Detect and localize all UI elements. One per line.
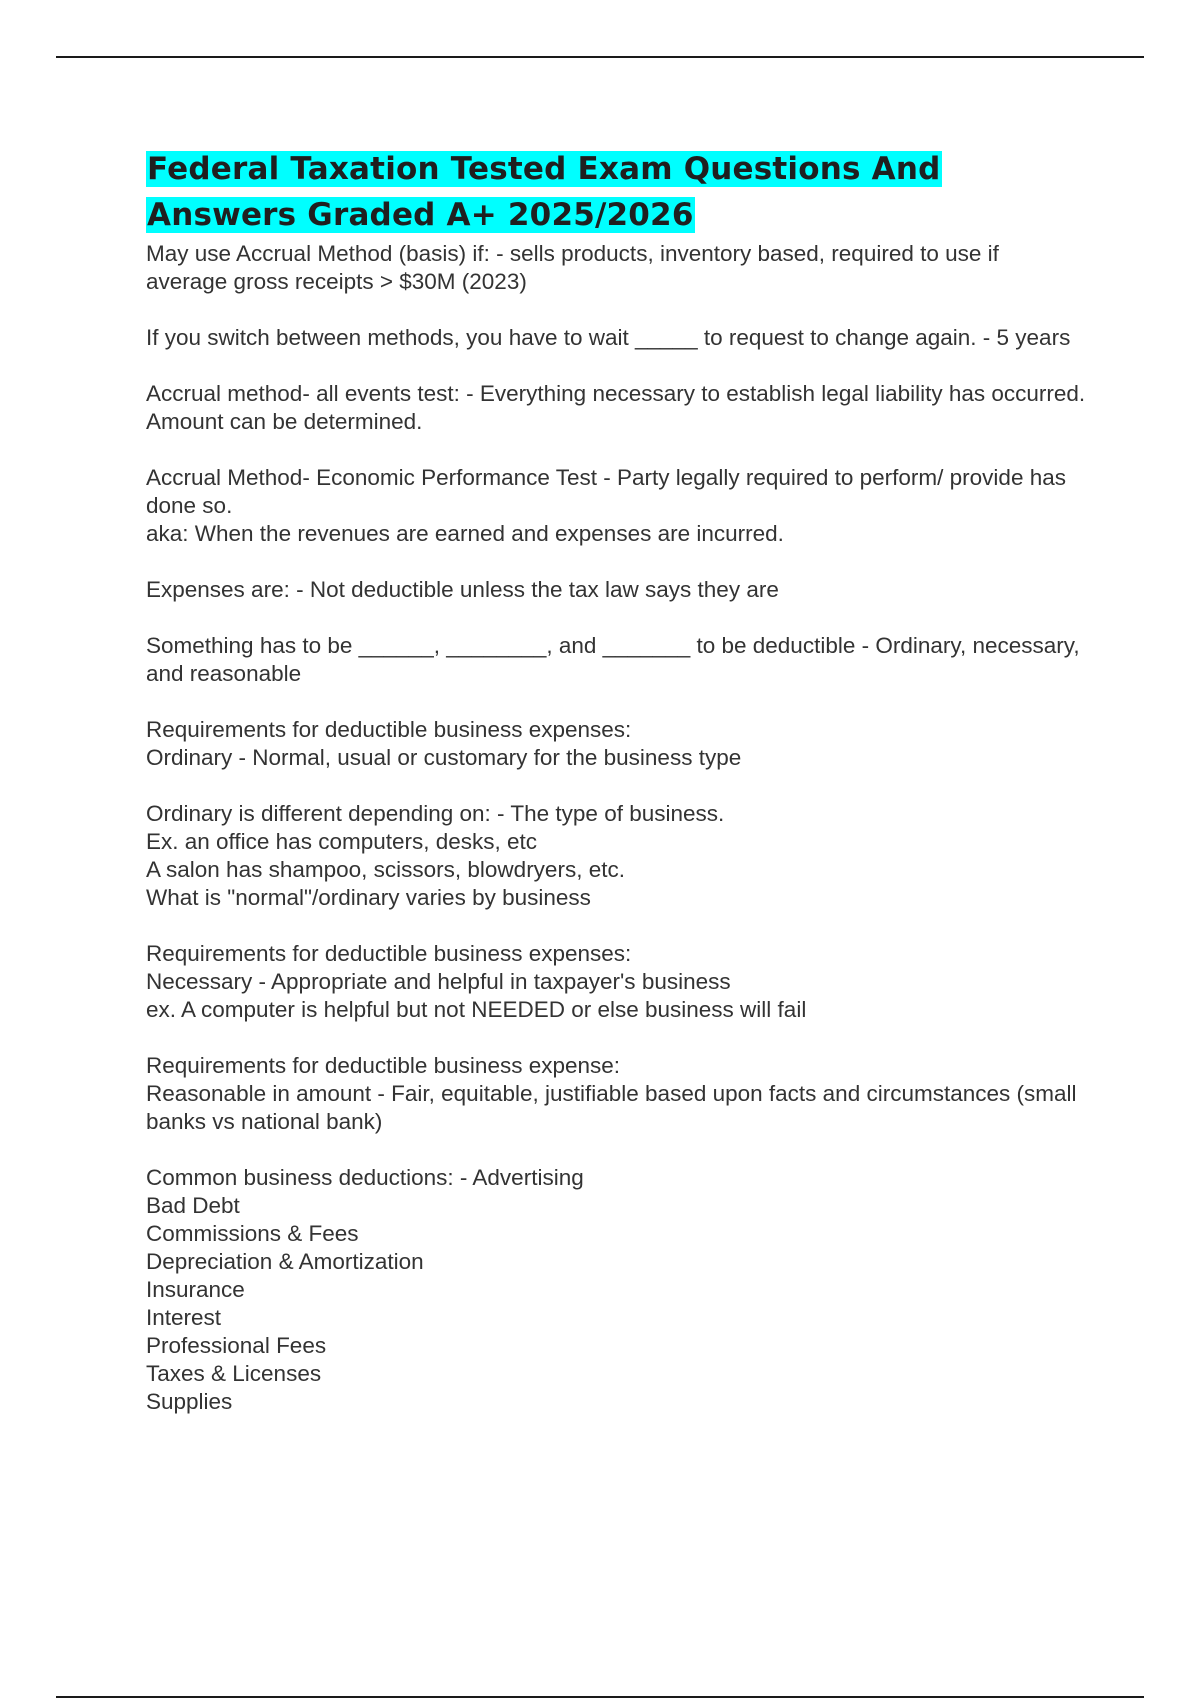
qa-line: Reasonable in amount - Fair, equitable, justifiable based upon facts and circumstances (small banks vs national bank) (146, 1081, 1077, 1134)
qa-line: Commissions & Fees (146, 1221, 359, 1246)
qa-entry (146, 632, 1086, 688)
qa-line: Accrual method- all events test: - Everything necessary to establish legal liability has occurred. Amount can be determined. (146, 381, 1086, 434)
qa-line: Requirements for deductible business expenses: (146, 941, 632, 966)
title-line-1: Federal Taxation Tested Exam Questions And (147, 151, 941, 187)
qa-line: Expenses are: - Not deductible unless the tax law says they are (146, 577, 779, 602)
qa-line: Accrual Method- Economic Performance Test - Party legally required to perform/ provide has done so. (146, 465, 1066, 518)
qa-line: Taxes & Licenses (146, 1361, 322, 1386)
qa-line: A salon has shampoo, scissors, blowdryers, etc. (146, 857, 625, 882)
qa-line: Supplies (146, 1389, 233, 1414)
qa-line: Ex. an office has computers, desks, etc (146, 829, 538, 854)
qa-line: Ordinary is different depending on: - The type of business. (146, 801, 725, 826)
qa-entry (146, 240, 1086, 296)
qa-line: Something has to be ______, ________, and _______ to be deductible - Ordinary, necessary, and reasonable (146, 633, 1080, 686)
top-rule (56, 56, 1144, 58)
qa-line: aka: When the revenues are earned and expenses are incurred. (146, 521, 784, 546)
qa-entry (146, 324, 1086, 352)
title-line-2: Answers Graded A+ 2025/2026 (147, 197, 694, 233)
qa-line: Common business deductions: - Advertising (146, 1165, 584, 1190)
qa-entry (146, 380, 1086, 436)
qa-entry (146, 716, 1086, 772)
qa-line: May use Accrual Method (basis) if: - sells products, inventory based, required to use if average gross receipts > $30M (2023) (146, 241, 999, 294)
qa-entry (146, 1164, 1086, 1416)
qa-line: What is "normal"/ordinary varies by business (146, 885, 591, 910)
qa-line: Requirements for deductible business expenses: (146, 717, 632, 742)
document-body (146, 146, 1086, 1444)
qa-line: Necessary - Appropriate and helpful in taxpayer's business (146, 969, 731, 994)
document-title (146, 146, 1086, 238)
qa-entry (146, 940, 1086, 1024)
qa-line: Bad Debt (146, 1193, 240, 1218)
qa-line: Requirements for deductible business expense: (146, 1053, 621, 1078)
qa-entry (146, 800, 1086, 912)
qa-line: Depreciation & Amortization (146, 1249, 424, 1274)
qa-entry (146, 1052, 1086, 1136)
qa-line: Professional Fees (146, 1333, 327, 1358)
qa-line: If you switch between methods, you have to wait _____ to request to change again. - 5 years (146, 325, 1071, 350)
bottom-rule (56, 1696, 1144, 1698)
qa-entry (146, 464, 1086, 548)
qa-line: Interest (146, 1305, 222, 1330)
qa-line: Ordinary - Normal, usual or customary for the business type (146, 745, 742, 770)
qa-list (146, 240, 1086, 1416)
qa-entry (146, 576, 1086, 604)
qa-line: Insurance (146, 1277, 245, 1302)
qa-line: ex. A computer is helpful but not NEEDED or else business will fail (146, 997, 807, 1022)
